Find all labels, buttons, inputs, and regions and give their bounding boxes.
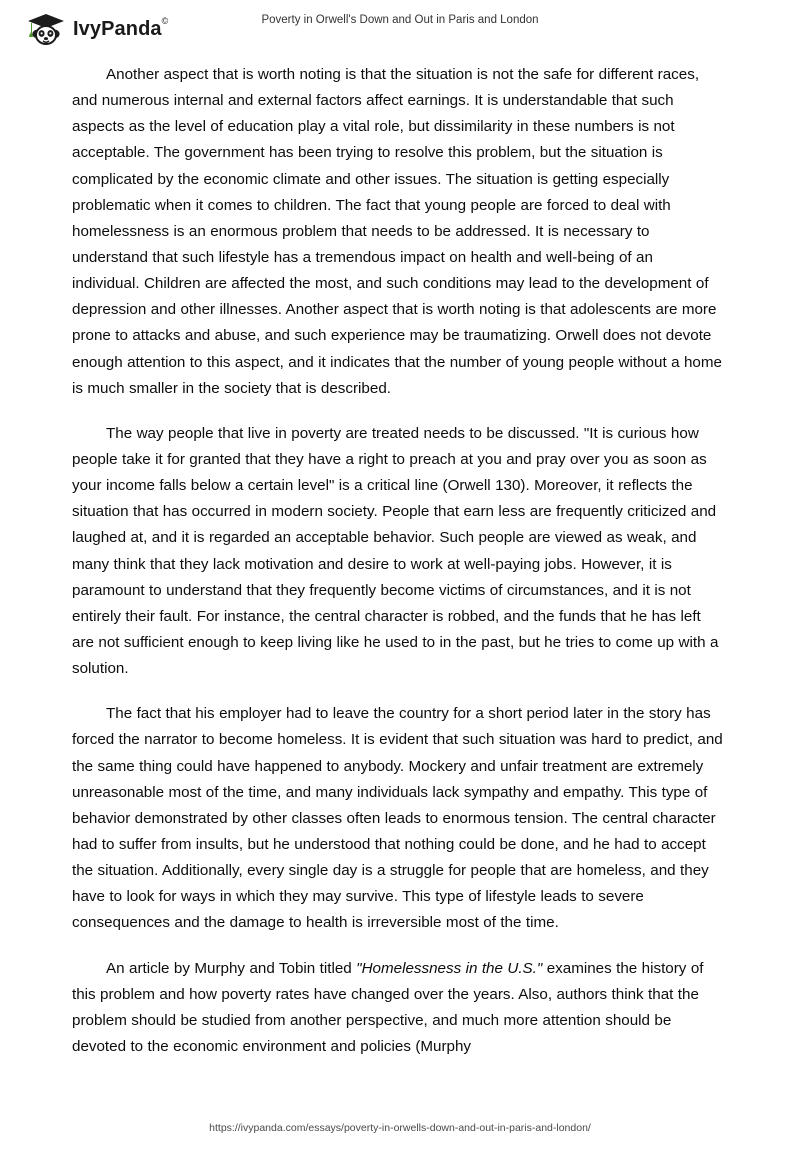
paragraph-tail-text: examines the history of this problem and how poverty rates have changed over the years. Also, authors think that the problem should be studied from another perspective, and much more attention should be devoted to the economic environment and policies (Murphy	[72, 959, 704, 1055]
brand-copyright-mark: ©	[161, 15, 169, 26]
paragraph-with-citation	[72, 956, 724, 1061]
brand-name	[73, 15, 169, 41]
page-footer	[0, 1122, 800, 1134]
document-title: Poverty in Orwell's Down and Out in Paris and London	[261, 14, 539, 26]
paragraph-lead-text: An article by Murphy and Tobin titled	[106, 959, 357, 977]
graduation-cap-panda-logo-icon	[26, 12, 66, 46]
page-header	[0, 0, 800, 58]
source-url-link[interactable]: https://ivypanda.com/essays/poverty-in-orwells-down-and-out-in-paris-and-london/	[209, 1122, 591, 1134]
document-body	[72, 62, 724, 1060]
paragraph: The way people that live in poverty are treated needs to be discussed. "It is curious how people take it for granted that they have a right to preach at you and pray over you as soon as your income falls below a certain level" is a critical line (Orwell 130). Moreover, it reflects the situation that has occurred in modern society. People that earn less are frequently criticized and laughed at, and it is regarded an acceptable behavior. Such people are viewed as weak, and many think that they lack motivation and desire to work at well-paying jobs. However, it is paramount to understand that they frequently become victims of circumstances, and it is not entirely their fault. For instance, the central character is robbed, and the funds that he has left are not sufficient enough to keep living like he used to in the past, but he tries to come up with a solution.	[72, 424, 719, 678]
paragraph: Another aspect that is worth noting is that the situation is not the safe for different races, and numerous internal and external factors affect earnings. It is understandable that such aspects as the level of education play a vital role, but dissimilarity in these numbers is not acceptable. The government has been trying to resolve this problem, but the situation is complicated by the economic climate and other issues. The situation is getting especially problematic when it comes to children. The fact that young people are forced to deal with homelessness is an enormous problem that needs to be addressed. It is necessary to understand that such lifestyle has a tremendous impact on health and well-being of an individual. Children are affected the most, and such conditions may lead to the development of depression and other illnesses. Another aspect that is worth noting is that adolescents are more prone to attacks and abuse, and such experience may be traumatizing. Orwell does not devote enough attention to this aspect, and it indicates that the number of young people without a home is much smaller in the society that is described.	[72, 66, 722, 397]
paragraph: The fact that his employer had to leave the country for a short period later in the story has forced the narrator to become homeless. It is evident that such situation was hard to predict, and the same thing could have happened to anybody. Mockery and unfair treatment are extremely unreasonable most of the time, and many individuals lack sympathy and empathy. This type of behavior demonstrated by other classes often leads to enormous tension. The central character had to suffer from insults, but he understood that nothing could be done, and he had to accept the situation. Additionally, every single day is a struggle for people that are homeless, and they have to look for ways in which they may survive. This type of lifestyle leads to severe consequences and the damage to health is irreversible most of the time.	[72, 705, 723, 932]
article-title-italic: "Homelessness in the U.S."	[356, 959, 543, 977]
brand-name-text: IvyPanda	[73, 17, 162, 40]
brand-link[interactable]	[26, 12, 168, 46]
